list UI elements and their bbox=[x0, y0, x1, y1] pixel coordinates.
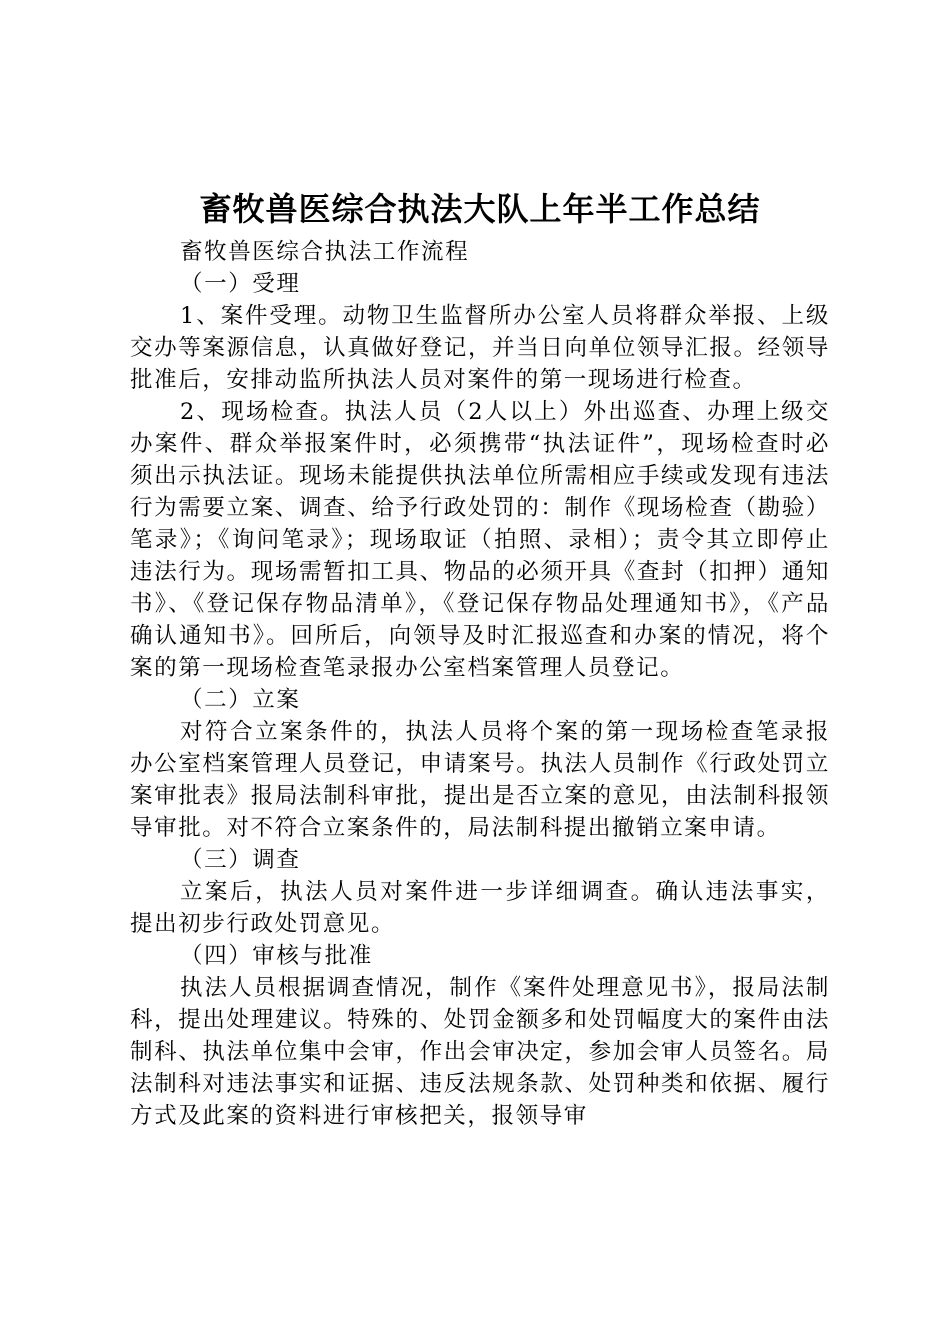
paragraph-investigation: 立案后，执法人员对案件进一步详细调查。确认违法事实，提出初步行政处罚意见。 bbox=[130, 879, 830, 937]
paragraph-review: 执法人员根据调查情况，制作《案件处理意见书》，报局法制科，提出处理建议。特殊的、处罚金额多和处罚幅度大的案件由法制科、执法单位集中会审，作出会审决定，参加会审人员签名。局法制科对违法事实和证据、违反法规条款、处罚种类和依据、履行方式及此案的资料进行审核把关，报领导审 bbox=[130, 975, 830, 1129]
paragraph-subtitle: 畜牧兽医综合执法工作流程 bbox=[180, 239, 470, 265]
section-heading-filing: （二）立案 bbox=[180, 687, 301, 713]
document-title: 畜牧兽医综合执法大队上年半工作总结 bbox=[199, 190, 761, 228]
section-heading-accept: （一）受理 bbox=[180, 271, 301, 297]
section-heading-investigation: （三）调查 bbox=[180, 847, 301, 873]
document-body bbox=[130, 236, 830, 1132]
paragraph-site-inspection: 2、现场检查。执法人员（2人以上）外出巡查、办理上级交办案件、群众举报案件时，必须携带“执法证件”，现场检查时必须出示执法证。现场未能提供执法单位所需相应手续或发现有违法行为需要立案、调查、给予行政处罚的：制作《现场检查（勘验）笔录》；《询问笔录》；现场取证（拍照、录相）；责令其立即停止违法行为。现场需暂扣工具、物品的必须开具《查封（扣押）通知书》、《登记保存物品清单》，《登记保存物品处理通知书》，《产品确认通知书》。回所后，向领导及时汇报巡查和办案的情况，将个案的第一现场检查笔录报办公室档案管理人员登记。 bbox=[130, 399, 830, 681]
paragraph-case-accept: 1、案件受理。动物卫生监督所办公室人员将群众举报、上级交办等案源信息，认真做好登记，并当日向单位领导汇报。经领导批准后，安排动监所执法人员对案件的第一现场进行检查。 bbox=[130, 303, 830, 393]
paragraph-filing: 对符合立案条件的，执法人员将个案的第一现场检查笔录报办公室档案管理人员登记，申请案号。执法人员制作《行政处罚立案审批表》报局法制科审批，提出是否立案的意见，由法制科报领导审批。对不符合立案条件的，局法制科提出撤销立案申请。 bbox=[130, 719, 830, 841]
section-heading-review: （四）审核与批准 bbox=[180, 943, 373, 969]
